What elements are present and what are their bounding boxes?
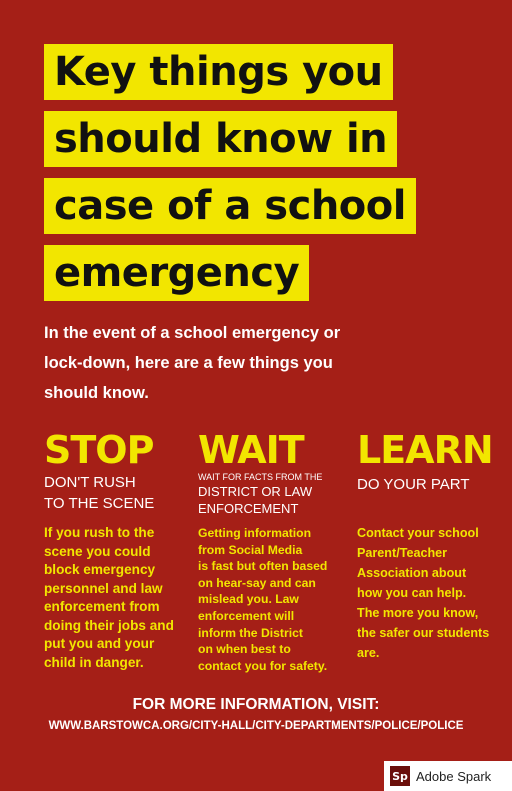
learn-heading: LEARN: [357, 428, 493, 472]
stop-subheading: TO THE SCENE: [44, 495, 155, 512]
wait-subheading: ENFORCEMENT: [198, 501, 299, 516]
body-line: doing their jobs and: [44, 617, 174, 633]
wait-body: [198, 525, 327, 674]
stop-heading: STOP: [44, 428, 154, 472]
badge-label: Adobe Spark: [416, 768, 492, 784]
body-line: mislead you. Law: [198, 592, 299, 607]
wait-subheading: DISTRICT OR LAW: [198, 484, 313, 499]
wait-column: [198, 428, 327, 674]
title-line: Key things you: [44, 44, 393, 100]
adobe-spark-icon: Sp: [390, 766, 410, 786]
body-line: on when best to: [198, 642, 291, 657]
body-line: scene you could: [44, 543, 151, 559]
title-line: emergency: [44, 245, 309, 301]
stop-column: [44, 428, 174, 672]
body-line: personnel and law: [44, 580, 163, 596]
title-line: should know in: [44, 111, 397, 167]
intro-line: lock-down, here are a few things you: [44, 354, 333, 372]
body-line: the safer our students: [357, 626, 490, 640]
body-line: child in danger.: [44, 654, 144, 670]
stop-subheading: DON'T RUSH: [44, 474, 136, 491]
body-line: how you can help.: [357, 586, 467, 600]
body-line: are.: [357, 646, 380, 660]
body-line: The more you know,: [357, 606, 479, 620]
intro-text: [44, 318, 484, 408]
learn-body: [357, 523, 493, 663]
wait-subheading-small: WAIT FOR FACTS FROM THE: [198, 472, 323, 482]
body-line: is fast but often based: [198, 559, 328, 574]
footer-heading: FOR MORE INFORMATION, VISIT:: [132, 696, 380, 713]
body-line: enforcement from: [44, 599, 160, 614]
body-line: enforcement will: [198, 608, 295, 623]
body-line: from Social Media: [198, 542, 303, 557]
learn-column: [357, 428, 493, 663]
learn-subheading: DO YOUR PART: [357, 476, 470, 493]
body-line: inform the District: [198, 625, 303, 640]
body-line: Getting information: [198, 526, 312, 540]
body-line: on hear-say and can: [198, 575, 316, 590]
body-line: block emergency: [44, 562, 156, 577]
body-line: If you rush to the: [44, 525, 155, 540]
poster-title: [44, 44, 416, 312]
body-line: contact you for safety.: [198, 658, 328, 673]
adobe-spark-badge[interactable]: [384, 761, 512, 791]
body-line: Parent/Teacher: [357, 546, 448, 560]
intro-line: In the event of a school emergency or: [44, 324, 341, 342]
footer-url: WWW.BARSTOWCA.ORG/CITY-HALL/CITY-DEPARTMENTS/POLICE/POLICE: [48, 720, 464, 732]
body-line: Association about: [357, 566, 467, 580]
body-line: Contact your school: [357, 526, 479, 540]
title-line: case of a school: [44, 178, 416, 234]
intro-line: should know.: [44, 384, 149, 402]
stop-body: [44, 524, 174, 672]
wait-heading: WAIT: [198, 428, 304, 472]
body-line: put you and your: [44, 636, 155, 651]
